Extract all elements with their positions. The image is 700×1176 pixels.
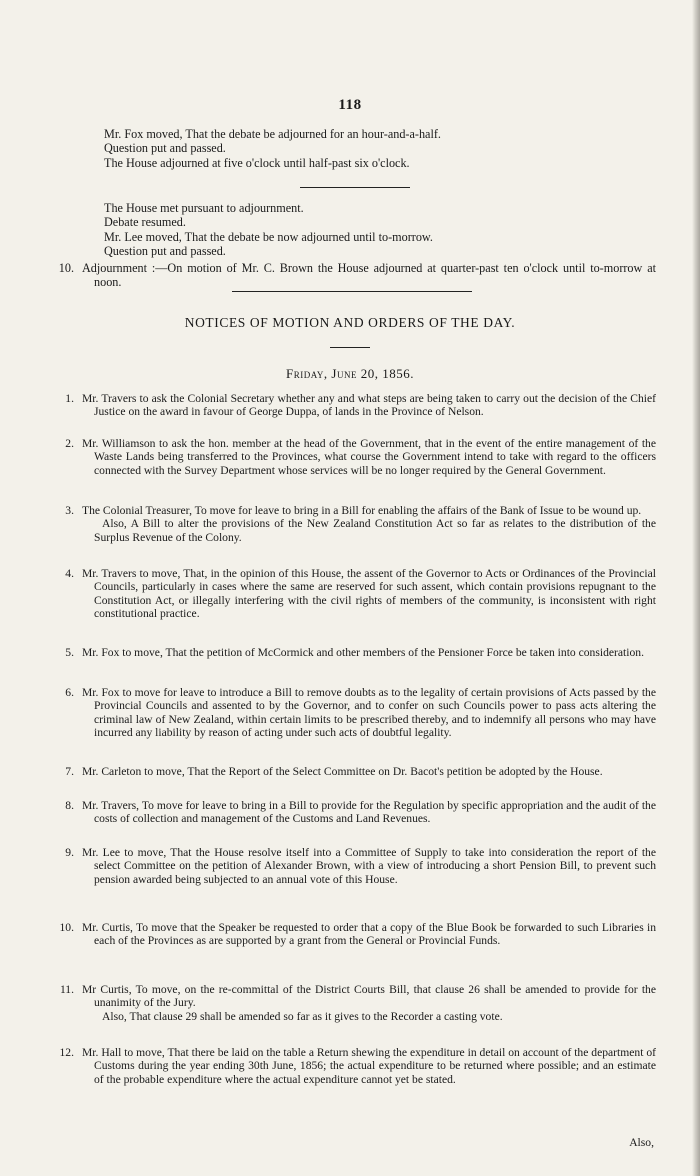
section-divider xyxy=(300,187,410,188)
page-number: 118 xyxy=(338,97,362,113)
notice-text: Mr. Fox to move, That the petition of McCormick and other members of the Pensioner Force be taken into consideration. xyxy=(82,646,644,659)
adjournment-entry xyxy=(52,261,656,290)
entry-number: 10. xyxy=(58,261,74,275)
notice-item xyxy=(52,765,656,778)
section-heading: NOTICES OF MOTION AND ORDERS OF THE DAY. xyxy=(184,315,516,330)
notice-number: 8. xyxy=(65,799,74,812)
notice-text: Mr. Lee to move, That the House resolve itself into a Committee of Supply to take into consideration the report of the select Committee on the petition of Alexander Brown, with a view of introducing a short Pension Bill, to prevent such pension awarded being subjected to an annual vote of this House. xyxy=(82,846,656,886)
catchword: Also, xyxy=(629,1136,654,1149)
notice-number: 11. xyxy=(59,983,74,996)
notice-text: Mr. Curtis, To move that the Speaker be requested to order that a copy of the Blue Book be forwarded to such Libraries in each of the Provinces as are supported by a grant from the General or Provincial Funds. xyxy=(82,921,656,948)
notice-number: 5. xyxy=(65,646,74,659)
notice-item xyxy=(52,567,656,621)
notice-also-text: Also, A Bill to alter the provisions of the New Zealand Constitution Act so far as relates to the distribution of the Surplus Revenue of the Colony. xyxy=(94,517,656,544)
notice-text: Mr. Hall to move, That there be laid on the table a Return shewing the expenditure in detail on account of the department of Customs during the year ending 30th June, 1856; the actual expenditure to be returned where possible; and an estimate of the probable expenditure where the actual expenditure cannot yet be stated. xyxy=(82,1046,656,1086)
proceedings-line: The House adjourned at five o'clock until half-past six o'clock. xyxy=(104,155,410,170)
proceedings-line: Question put and passed. xyxy=(104,244,226,259)
proceedings-line: Mr. Fox moved, That the debate be adjourned for an hour-and-a-half. xyxy=(104,127,441,141)
notice-date: Friday, June 20, 1856. xyxy=(286,366,414,381)
notice-text: Mr. Fox to move for leave to introduce a Bill to remove doubts as to the legality of certain provisions of Acts passed by the Provincial Councils and assented to by the Governor, and to confer on such Councils power to pass acts altering the criminal law of New Zealand, within certain limits to be prescribed thereby, and to indemnify all persons who may have incurred any liability by reason of acting under such acts of doubtful legality. xyxy=(82,686,656,740)
notice-text: Mr. Williamson to ask the hon. member at the head of the Government, that in the event of the entire management of the Waste Lands being transferred to the Provinces, what course the Government intend to take with regard to the officers connected with the Survey Department whose services will be no longer required by the General Government. xyxy=(82,437,656,477)
notice-text: Mr Curtis, To move, on the re-committal of the District Courts Bill, that clause 26 shall be amended to provide for the unanimity of the Jury. xyxy=(82,983,656,1010)
notice-item xyxy=(52,437,656,477)
proceedings-line: The House met pursuant to adjournment. xyxy=(104,201,304,215)
proceedings-line: Mr. Lee moved, That the debate be now adjourned until to-morrow. xyxy=(104,229,433,244)
notice-item xyxy=(52,846,656,886)
notice-text: Mr. Travers to ask the Colonial Secretary whether any and what steps are being taken to carry out the decision of the Chief Justice on the award in favour of George Duppa, of lands in the Province of Nelson. xyxy=(82,392,656,419)
notice-number: 1. xyxy=(65,392,74,405)
notice-number: 10. xyxy=(59,921,74,934)
notice-text: Mr. Carleton to move, That the Report of the Select Committee on Dr. Bacot's petition be adopted by the House. xyxy=(82,765,603,778)
proceedings-line: Debate resumed. xyxy=(104,215,186,230)
notice-number: 4. xyxy=(65,567,74,580)
notice-item xyxy=(52,983,656,1023)
proceedings-block-1 xyxy=(104,127,664,170)
notice-item xyxy=(52,921,656,948)
heading-underline xyxy=(330,347,370,348)
notice-item xyxy=(52,504,656,544)
notice-number: 9. xyxy=(65,846,74,859)
notice-number: 2. xyxy=(65,437,74,450)
notice-item xyxy=(52,392,656,419)
page-edge-shadow xyxy=(692,0,700,1176)
notice-item xyxy=(52,646,656,659)
notice-item xyxy=(52,686,656,740)
notice-item xyxy=(52,799,656,826)
notice-also-text: Also, That clause 29 shall be amended so far as it gives to the Recorder a casting vote. xyxy=(102,1009,503,1023)
notice-text: The Colonial Treasurer, To move for leave to bring in a Bill for enabling the affairs of the Bank of Issue to be wound up. xyxy=(82,504,642,517)
notice-text: Mr. Travers, To move for leave to bring in a Bill to provide for the Regulation by specific appropriation and the audit of the costs of collection and management of the Customs and Land Revenues. xyxy=(82,799,656,826)
notice-text: Mr. Travers to move, That, in the opinion of this House, the assent of the Governor to Acts or Ordinances of the Provincial Councils, particularly in cases where the same are reserved for such assent, which contain provisions repugnant to the Constitution Act, or illegally interfering with the civil rights of members of the community, is inconsistent with right constitutional practice. xyxy=(82,567,656,621)
proceedings-block-2 xyxy=(104,201,664,259)
notice-item xyxy=(52,1046,656,1086)
notice-number: 7. xyxy=(65,765,74,778)
notice-number: 6. xyxy=(65,686,74,699)
notice-number: 12. xyxy=(59,1046,74,1059)
notice-number: 3. xyxy=(65,504,74,517)
section-rule xyxy=(232,291,472,292)
entry-text: Adjournment :—On motion of Mr. C. Brown the House adjourned at quarter-past ten o'clock until to-morrow at noon. xyxy=(82,261,656,290)
proceedings-line: Question put and passed. xyxy=(104,141,226,156)
